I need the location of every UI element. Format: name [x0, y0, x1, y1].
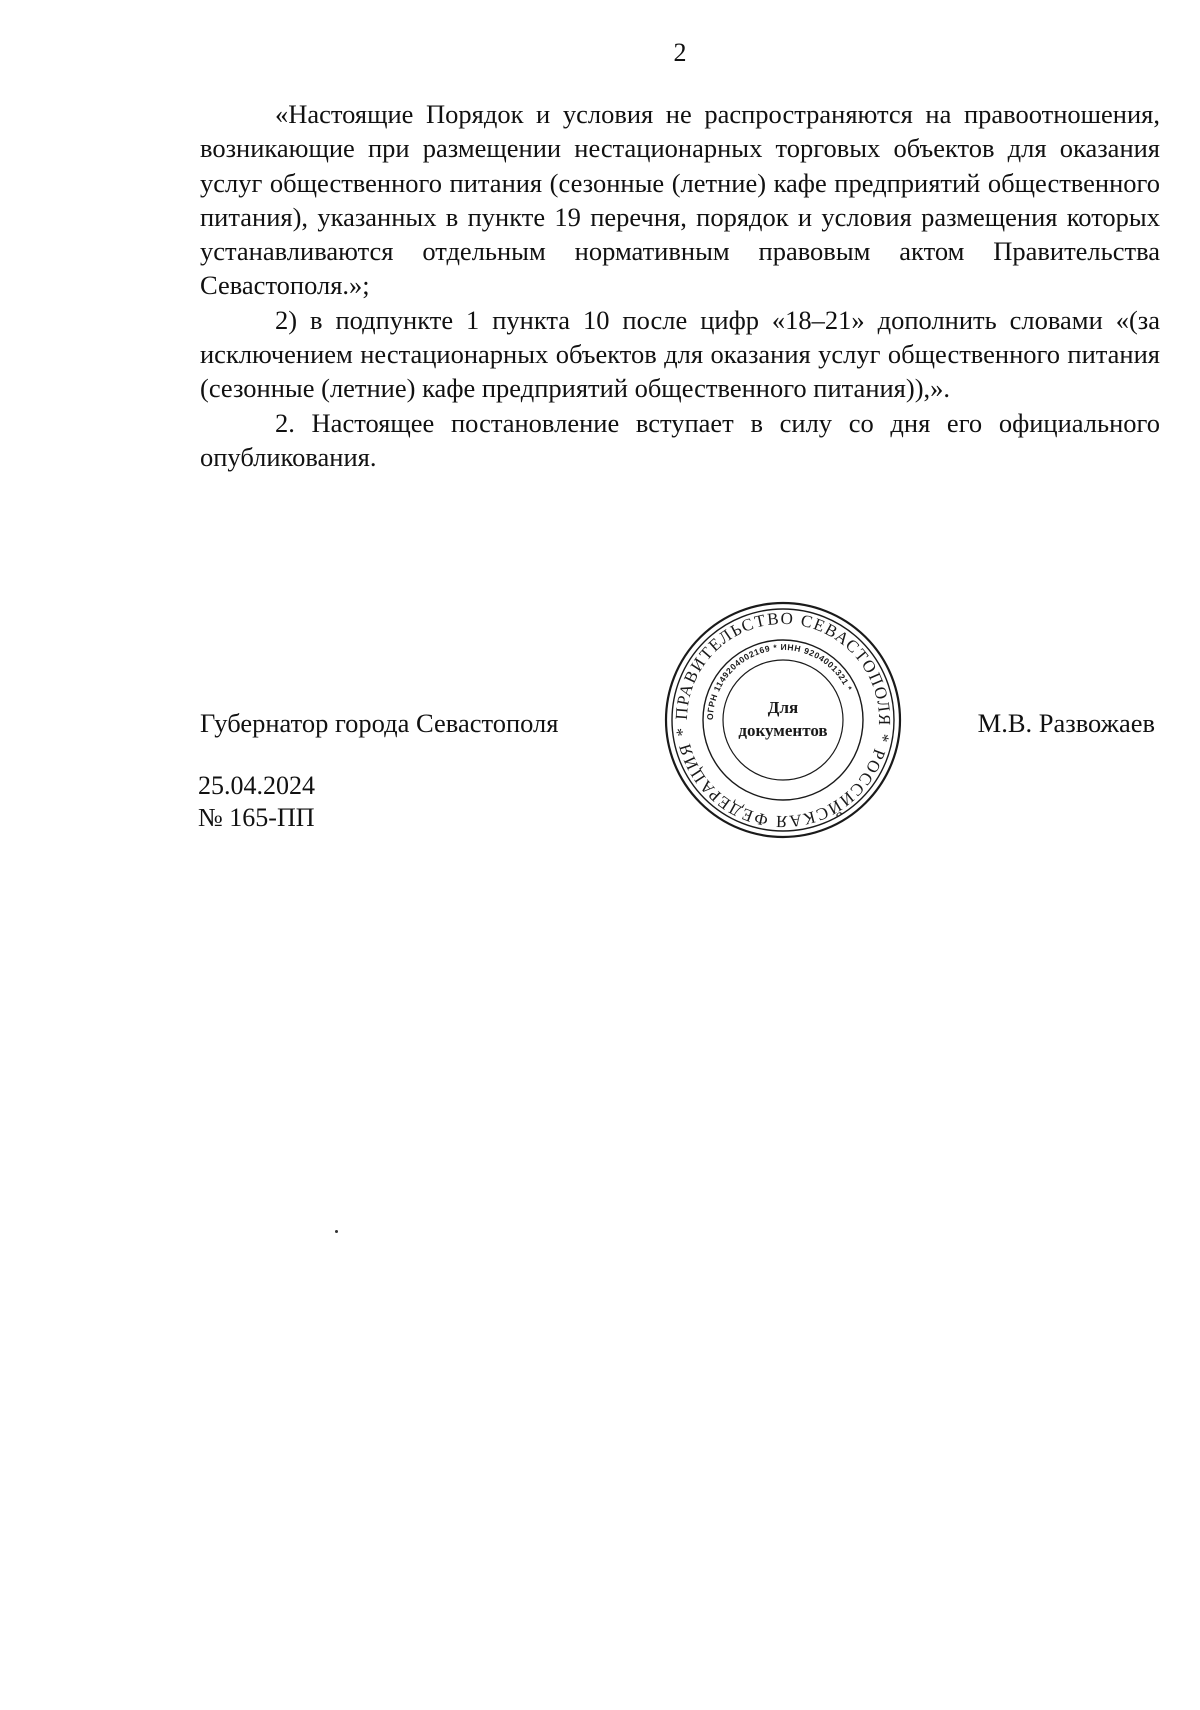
paragraph-amendment: 2) в подпункте 1 пункта 10 после цифр «18–21» дополнить словами «(за исключением нестационарных объектов для оказания услуг общественного питания (сезонные (летние) кафе предприятий общественного питания)),». [200, 304, 1160, 404]
official-seal [663, 600, 903, 840]
seal-center-line2: документов [738, 721, 828, 740]
seal-outer-text: ПРАВИТЕЛЬСТВО СЕВАСТОПОЛЯ * РОССИЙСКАЯ ФЕДЕРАЦИЯ * [671, 608, 895, 832]
signer-name: М.В. Развожаев [977, 708, 1155, 738]
signatory-title: Губернатор города Севастополя [200, 708, 559, 738]
paragraph-effective: 2. Настоящее постановление вступает в силу со дня его официального опубликования. [200, 407, 1160, 472]
page-number: 2 [673, 38, 687, 67]
document-body [200, 97, 1160, 474]
scan-speck [335, 1230, 338, 1233]
paragraph-quote: «Настоящие Порядок и условия не распространяются на правоотношения, возникающие при размещении нестационарных торговых объектов для оказания услуг общественного питания (сезонные (летние) кафе предприятий общественного питания), указанных в пункте 19 перечня, порядок и условия размещения которых устанавливаются отдельным нормативным правовым актом Правительства Севастополя.»; [200, 99, 1160, 301]
document-number: № 165-ПП [198, 803, 315, 832]
seal-inner-text: ОГРН 1149204002169 * ИНН 9204001321 * [704, 641, 855, 721]
document-date: 25.04.2024 [198, 771, 315, 800]
seal-center-line1: Для [767, 698, 799, 717]
